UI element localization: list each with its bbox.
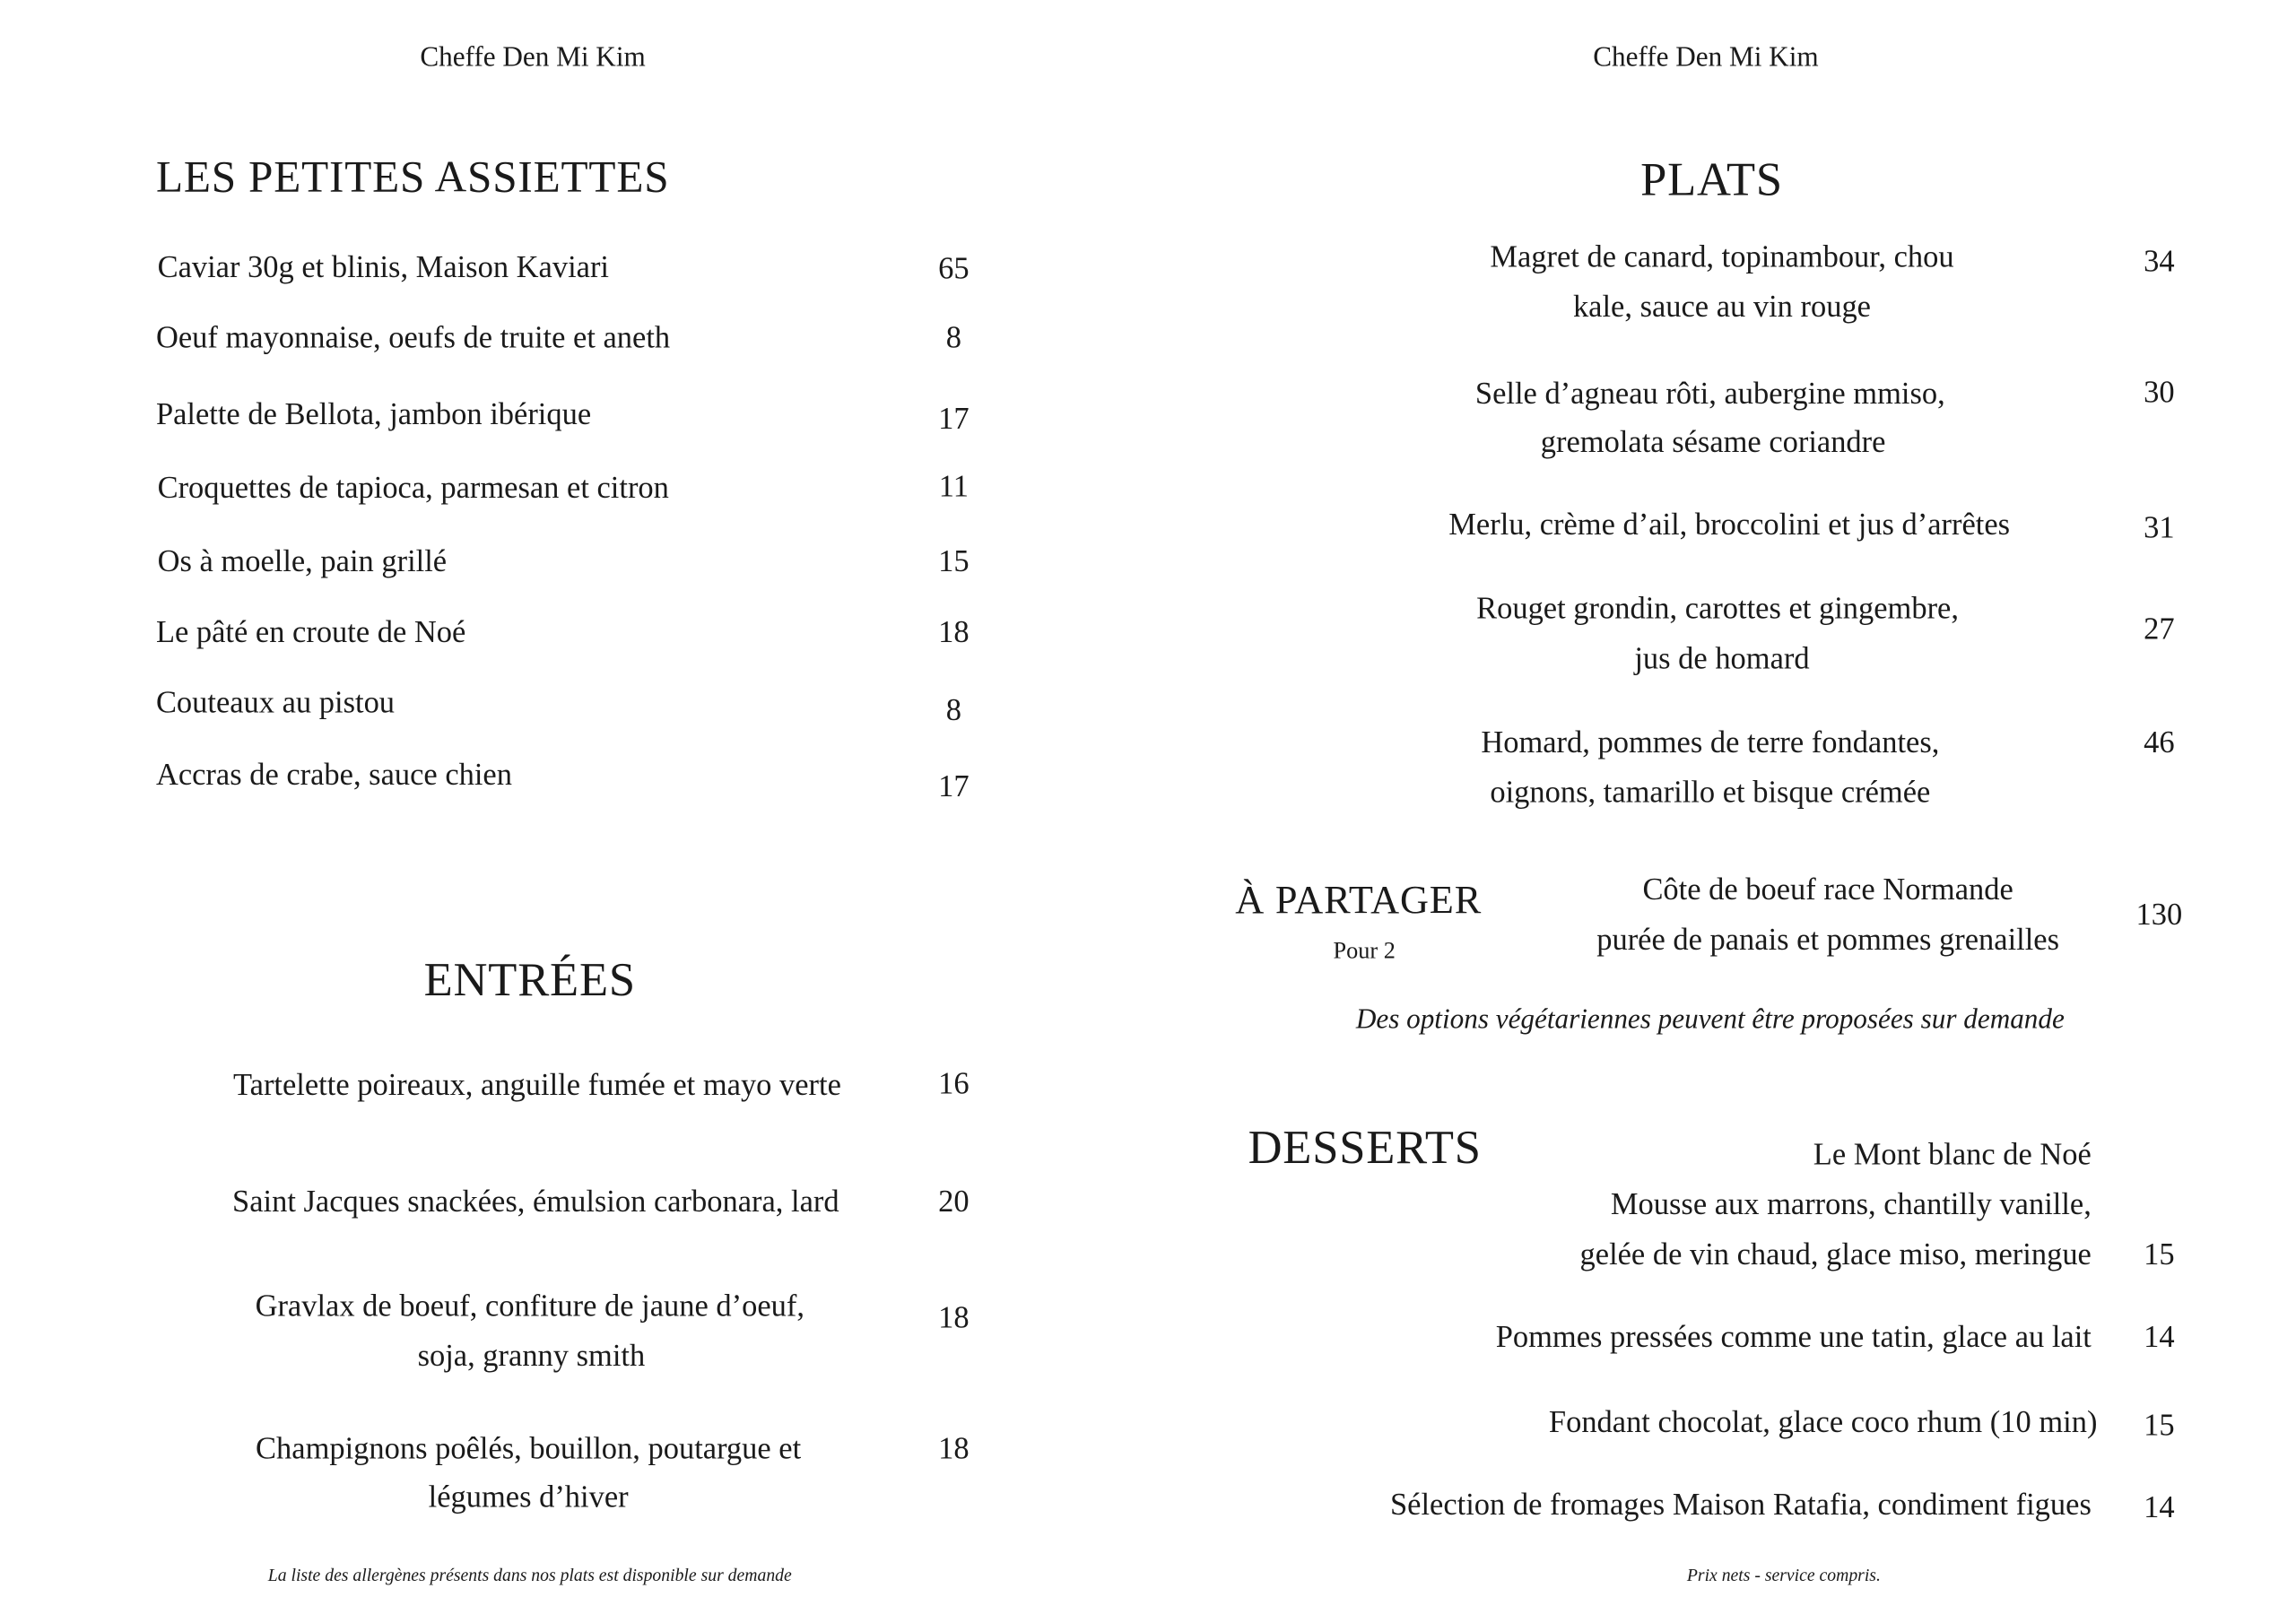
menu-item-description: kale, sauce au vin rouge [1572, 288, 1871, 325]
menu-item-name: Le pâté en croute de Noé [155, 613, 466, 650]
menu-item-name: Os à moelle, pain grillé [157, 542, 448, 579]
menu-item-price: 18 [938, 1430, 970, 1466]
menu-item-name: Gravlax de boeuf, confiture de jaune d’oeuf, [255, 1288, 804, 1324]
menu-item-name: Sélection de fromages Maison Ratafia, condiment figues [1390, 1486, 2092, 1523]
menu-item-price: 17 [938, 768, 970, 804]
menu-item-name: Le Mont blanc de Noé [1813, 1136, 2092, 1172]
menu-item-price: 15 [938, 542, 970, 579]
chef-header-right: Cheffe Den Mi Kim [1593, 42, 1819, 74]
section-title-plats: PLATS [1640, 152, 1783, 205]
menu-item-price: 16 [938, 1065, 970, 1101]
menu-item-description: purée de panais et pommes grenailles [1596, 921, 2060, 957]
menu-item-price: 31 [2144, 509, 2175, 545]
menu-item-price: 46 [2144, 724, 2175, 760]
menu-item-description: gremolata sésame coriandre [1540, 423, 1886, 460]
menu-item-name: Pommes pressées comme une tatin, glace au lait [1495, 1318, 2092, 1355]
menu-item-name: Oeuf mayonnaise, oeufs de truite et aneth [155, 319, 671, 355]
price-footer: Prix nets - service compris. [1686, 1565, 1881, 1586]
menu-item-description: Mousse aux marrons, chantilly vanille, [1610, 1185, 2092, 1222]
menu-item-name: Selle d’agneau rôti, aubergine mmiso, [1474, 375, 1945, 412]
menu-item-price: 15 [2144, 1236, 2175, 1272]
menu-item-description: légumes d’hiver [428, 1479, 629, 1515]
menu-item-name: Magret de canard, topinambour, chou [1490, 239, 1954, 274]
menu-item-name: Rouget grondin, carottes et gingembre, [1476, 590, 1959, 626]
allergen-footer: La liste des allergènes présents dans nos plats est disponible sur demande [267, 1565, 792, 1586]
menu-item-name: Côte de boeuf race Normande [1642, 871, 2013, 907]
section-title-entrees: ENTRÉES [423, 952, 636, 1006]
menu-item-description: jus de homard [1634, 640, 1810, 676]
menu-item-description: oignons, tamarillo et bisque crémée [1490, 774, 1931, 810]
menu-item-price: 27 [2144, 611, 2175, 647]
menu-item-price: 30 [2144, 374, 2175, 410]
vegetarian-note: Des options végétariennes peuvent être proposées sur demande [1355, 1004, 2065, 1036]
menu-item-name: Homard, pommes de terre fondantes, [1481, 724, 1940, 760]
menu-item-price: 130 [2135, 896, 2183, 933]
a-partager-subtitle: Pour 2 [1333, 939, 1396, 965]
menu-item-price: 18 [938, 613, 970, 650]
menu-item-price: 65 [938, 250, 970, 286]
menu-item-name: Merlu, crème d’ail, broccolini et jus d’arrêtes [1448, 506, 2011, 542]
menu-item-name: Palette de Bellota, jambon ibérique [155, 395, 592, 432]
menu-item-price: 17 [938, 400, 970, 437]
menu-item-price: 34 [2144, 243, 2175, 279]
menu-item-price: 14 [2144, 1318, 2175, 1355]
menu-item-name: Champignons poêlés, bouillon, poutargue et [256, 1430, 802, 1466]
menu-item-price: 20 [938, 1183, 970, 1219]
menu-item-name: Accras de crabe, sauce chien [155, 756, 512, 793]
section-title-petites-assiettes: LES PETITES ASSIETTES [155, 152, 670, 202]
section-title-desserts: DESSERTS [1248, 1120, 1482, 1174]
menu-item-name: Fondant chocolat, glace coco rhum (10 min) [1548, 1403, 2098, 1440]
menu-item-price: 18 [938, 1299, 970, 1335]
menu-item-name: Couteaux au pistou [155, 684, 396, 720]
menu-item-price: 11 [938, 468, 969, 504]
menu-item-price: 14 [2144, 1489, 2175, 1525]
menu-item-description: soja, granny smith [417, 1338, 646, 1374]
menu-item-price: 15 [2144, 1407, 2175, 1443]
menu-item-description: gelée de vin chaud, glace miso, meringue [1579, 1236, 2092, 1272]
menu-item-name: Caviar 30g et blinis, Maison Kaviari [157, 248, 610, 285]
menu-item-name: Saint Jacques snackées, émulsion carbonara, lard [232, 1183, 839, 1219]
menu-item-name: Tartelette poireaux, anguille fumée et mayo verte [233, 1067, 841, 1103]
chef-header-left: Cheffe Den Mi Kim [420, 42, 646, 74]
menu-item-price: 8 [945, 691, 961, 727]
menu-item-price: 8 [945, 319, 961, 355]
menu-item-name: Croquettes de tapioca, parmesan et citron [157, 469, 669, 506]
section-title-a-partager: À PARTAGER [1235, 877, 1483, 922]
